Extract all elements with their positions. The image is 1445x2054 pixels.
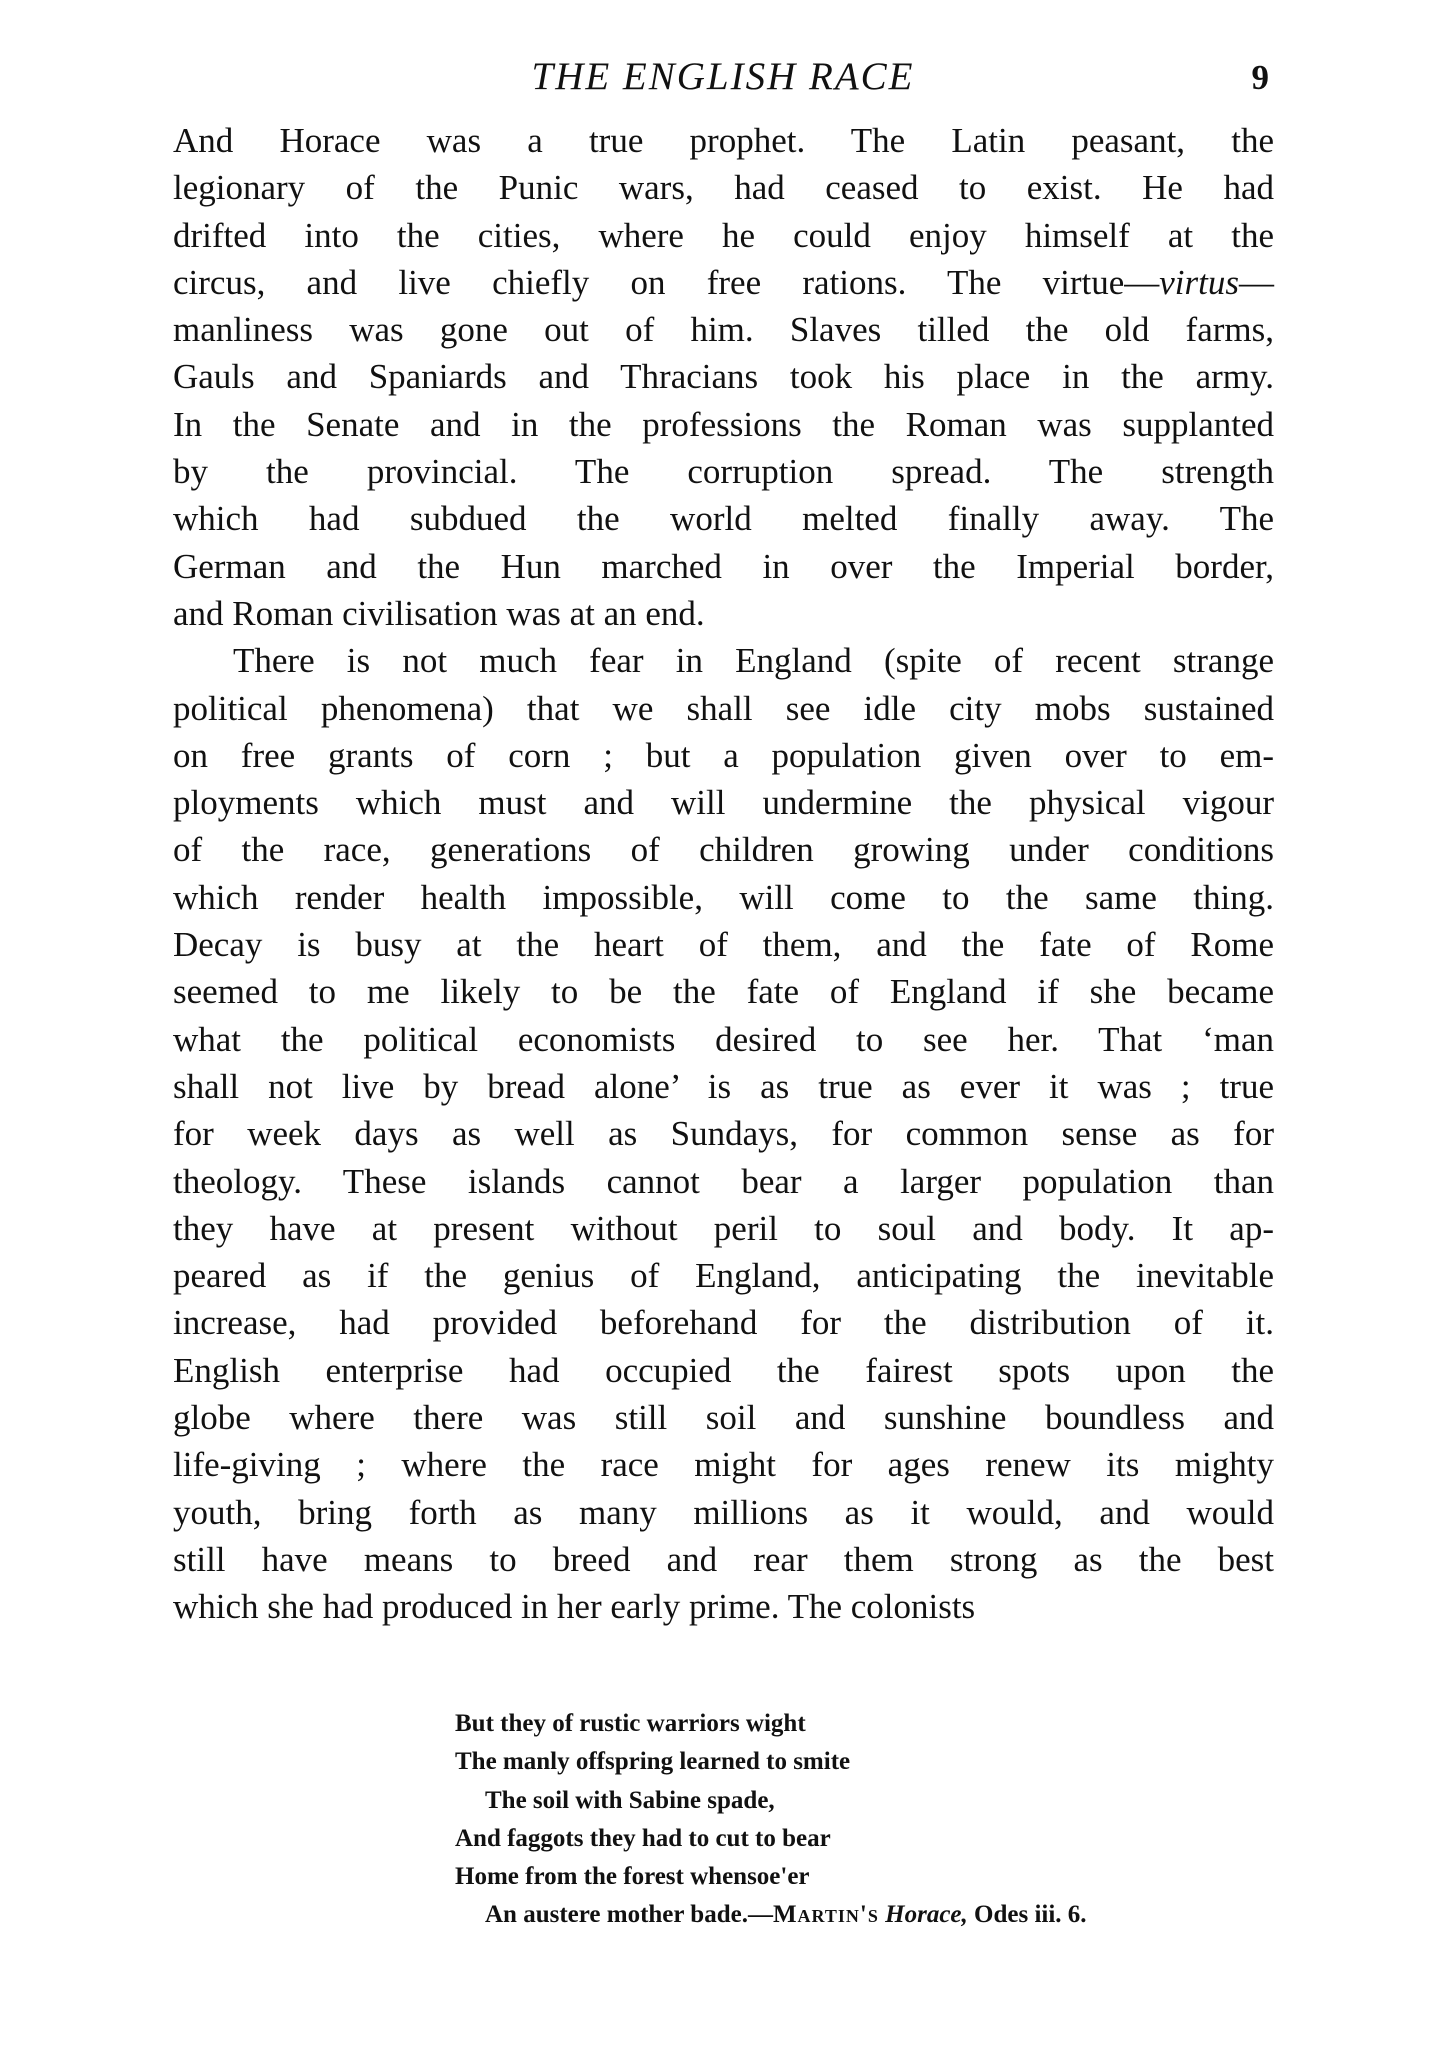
verse-author: Martin's: [772, 1901, 879, 1929]
italic-word: virtus: [1159, 262, 1239, 302]
text-line: German and the Hun marched in over the Imperial border,: [173, 546, 1274, 586]
text-line: which render health impossible, will come to the same thing.: [173, 877, 1274, 917]
text-line: theology. These islands cannot bear a larger population than: [173, 1161, 1274, 1201]
text-line: In the Senate and in the professions the Roman was supplanted: [173, 404, 1274, 444]
verse-line: The soil with Sabine spade,: [485, 1786, 775, 1814]
text-line: which had subdued the world melted finally away. The: [173, 499, 1274, 539]
body-text: [173, 117, 1274, 1631]
running-title: THE ENGLISH RACE: [531, 55, 915, 98]
text-line: increase, had provided beforehand for the distribution of it.: [173, 1303, 1274, 1343]
verse-line: And faggots they had to cut to bear: [455, 1824, 831, 1852]
footnote-verse: [455, 1705, 1295, 1935]
text-line: legionary of the Punic wars, had ceased to exist. He had: [173, 168, 1274, 208]
text-line: for week days as well as Sundays, for common sense as for: [173, 1114, 1274, 1154]
page-number: 9: [1251, 58, 1269, 97]
text-line: by the provincial. The corruption spread. The strength: [173, 452, 1274, 492]
verse-line: Home from the forest whensoe'er: [455, 1863, 810, 1891]
text-line: ployments which must and will undermine the physical vigour: [173, 783, 1274, 823]
paragraph-1: [173, 117, 1274, 637]
verse-work: Horace,: [885, 1901, 968, 1929]
text-line: shall not live by bread alone’ is as true as ever it was ; true: [173, 1066, 1274, 1106]
text-line: There is not much fear in England (spite of recent strange: [233, 641, 1274, 681]
text-line: English enterprise had occupied the fairest spots upon the: [173, 1350, 1274, 1390]
verse-attribution-line: [455, 1896, 1295, 1934]
text-line: circus, and live chiefly on free rations. The virtue—virtus—: [173, 262, 1274, 302]
verse-line: But they of rustic warriors wight: [455, 1710, 806, 1737]
paragraph-2: [173, 637, 1274, 1630]
text-line: manliness was gone out of him. Slaves tilled the old farms,: [173, 310, 1274, 350]
text-line: still have means to breed and rear them strong as the best: [173, 1539, 1274, 1579]
running-head: [173, 54, 1273, 104]
text-line: globe where there was still soil and sunshine boundless and: [173, 1398, 1274, 1438]
verse-last-line: An austere mother bade.—: [485, 1901, 773, 1929]
text-line: Gauls and Spaniards and Thracians took his place in the army.: [173, 357, 1274, 397]
text-line: what the political economists desired to see her. That ‘man: [173, 1019, 1274, 1059]
text-line: Decay is busy at the heart of them, and the fate of Rome: [173, 925, 1274, 965]
text-line: seemed to me likely to be the fate of England if she became: [173, 972, 1274, 1012]
text-line: and Roman civilisation was at an end.: [173, 593, 705, 633]
text-line: they have at present without peril to soul and body. It ap-: [173, 1208, 1274, 1248]
text-line: drifted into the cities, where he could enjoy himself at the: [173, 215, 1274, 255]
text-line: life-giving ; where the race might for ages renew its mighty: [173, 1445, 1274, 1485]
verse-lines: [455, 1705, 1295, 1896]
text-line: peared as if the genius of England, anticipating the inevitable: [173, 1256, 1274, 1296]
verse-line: The manly offspring learned to smite: [455, 1748, 851, 1776]
verse-reference: Odes iii. 6.: [974, 1901, 1087, 1929]
text-line: which she had produced in her early prime. The colonists: [173, 1587, 976, 1627]
text-line: on free grants of corn ; but a population given over to em-: [173, 735, 1274, 775]
text-line: youth, bring forth as many millions as it would, and would: [173, 1492, 1274, 1532]
text-line: And Horace was a true prophet. The Latin peasant, the: [173, 121, 1274, 160]
text-line: of the race, generations of children growing under conditions: [173, 830, 1274, 870]
text-line: political phenomena) that we shall see idle city mobs sustained: [173, 688, 1274, 728]
